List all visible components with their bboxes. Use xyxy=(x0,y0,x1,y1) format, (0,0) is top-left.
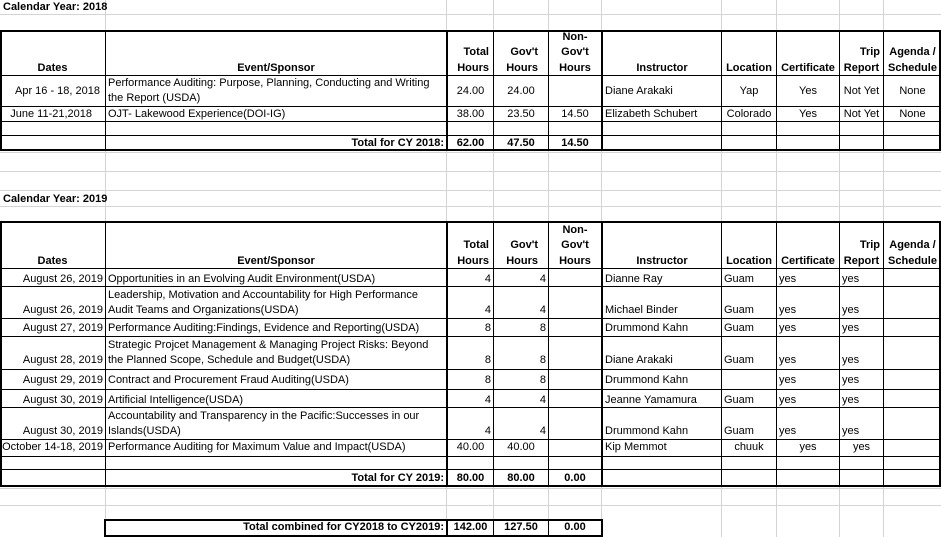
cell-total: 8 xyxy=(484,354,491,366)
cell-event: Leadership, Motivation and Accountability for High Performance Audit Teams and Organizations(USDA) xyxy=(108,289,419,316)
cell-total: 8 xyxy=(484,322,491,334)
cell-certificate: yes xyxy=(799,441,817,453)
header-instructor: Instructor xyxy=(636,255,688,267)
cell-agenda: None xyxy=(899,108,926,120)
header-nongov-1: Non- xyxy=(562,224,588,236)
cell-instructor: Jeanne Yamamura xyxy=(605,394,697,406)
cell-certificate: Yes xyxy=(799,85,817,97)
header-trip-2: Report xyxy=(843,62,880,74)
header-nongov-1: Non- xyxy=(562,31,588,43)
cell-instructor: Drummond Kahn xyxy=(605,425,689,437)
cell-event: Artificial Intelligence(USDA) xyxy=(108,394,244,406)
cell-certificate: yes xyxy=(779,425,797,437)
cell-trip: yes xyxy=(852,441,871,453)
header-trip-1: Trip xyxy=(859,239,880,251)
cell-total: 4 xyxy=(484,304,491,316)
total-gov-2018: 47.50 xyxy=(507,137,535,149)
combined-total-hours: 142.00 xyxy=(453,521,488,533)
cell-gov: 4 xyxy=(539,425,546,437)
cell-dates: August 26, 2019 xyxy=(22,273,103,285)
header-trip-1: Trip xyxy=(859,46,880,58)
header-nongov-2: Gov't xyxy=(561,239,589,251)
section-title-2019: Calendar Year: 2019 xyxy=(3,193,108,205)
cell-certificate: Yes xyxy=(799,108,817,120)
header-event: Event/Sponsor xyxy=(237,62,315,74)
cell-gov: 4 xyxy=(539,394,546,406)
cell-total: 38.00 xyxy=(456,108,485,120)
header-total-2: Hours xyxy=(457,62,489,74)
header-total-2: Hours xyxy=(457,255,489,267)
cell-dates: August 28, 2019 xyxy=(22,354,103,366)
combined-total-nongov: 0.00 xyxy=(564,521,586,533)
total-hours-2018: 62.00 xyxy=(456,137,485,149)
cell-dates: August 30, 2019 xyxy=(22,425,103,437)
cell-gov: 4 xyxy=(539,304,546,316)
cell-total: 8 xyxy=(484,374,491,386)
total-hours-2019: 80.00 xyxy=(456,472,485,484)
cell-gov: 23.50 xyxy=(507,108,535,120)
cell-instructor: Drummond Kahn xyxy=(605,374,689,386)
combined-total-gov: 127.50 xyxy=(504,521,538,533)
header-gov-2: Hours xyxy=(506,62,538,74)
header-location: Location xyxy=(726,62,772,74)
cell-certificate: yes xyxy=(779,394,797,406)
cell-location: Guam xyxy=(724,304,754,316)
cell-location: Guam xyxy=(724,425,754,437)
cell-event: Performance Auditing: Purpose, Planning, Conducting and Writing the Report (USDA) xyxy=(108,77,430,104)
cell-location: Guam xyxy=(724,394,754,406)
cell-dates: October 14-18, 2019 xyxy=(2,441,103,453)
total-label-2018: Total for CY 2018: xyxy=(351,137,444,149)
header-dates: Dates xyxy=(37,62,68,74)
cell-agenda: None xyxy=(899,85,926,97)
header-location: Location xyxy=(726,255,772,267)
cell-instructor: Kip Memmot xyxy=(605,441,667,453)
cell-gov: 8 xyxy=(539,374,546,386)
header-certificate: Certificate xyxy=(781,62,835,74)
cell-trip: yes xyxy=(842,354,860,366)
cell-dates: August 30, 2019 xyxy=(22,394,103,406)
cell-dates: August 29, 2019 xyxy=(22,374,103,386)
header-dates: Dates xyxy=(37,255,68,267)
header-gov-1: Gov't xyxy=(510,239,538,251)
cell-event: Performance Auditing:Findings, Evidence and Reporting(USDA) xyxy=(108,322,420,334)
header-total-1: Total xyxy=(463,239,489,251)
header-gov-1: Gov't xyxy=(510,46,538,58)
cell-dates: August 27, 2019 xyxy=(22,322,103,334)
cell-trip: Not Yet xyxy=(843,85,880,97)
cell-trip: yes xyxy=(842,374,860,386)
header-event: Event/Sponsor xyxy=(237,255,315,267)
header-agenda-2: Schedule xyxy=(888,255,937,267)
cell-trip: yes xyxy=(842,273,860,285)
header-nongov-2: Gov't xyxy=(561,46,589,58)
header-certificate: Certificate xyxy=(781,255,835,267)
cell-instructor: Diane Arakaki xyxy=(605,354,673,366)
cell-gov: 8 xyxy=(539,322,546,334)
cell-certificate: yes xyxy=(779,354,797,366)
cell-total: 4 xyxy=(484,425,491,437)
header-agenda-1: Agenda / xyxy=(889,46,936,58)
cell-certificate: yes xyxy=(779,374,797,386)
total-label-2019: Total for CY 2019: xyxy=(351,472,444,484)
cell-instructor: Michael Binder xyxy=(605,304,678,316)
total-nongov-2019: 0.00 xyxy=(564,472,586,484)
cell-certificate: yes xyxy=(779,304,797,316)
cell-total: 24.00 xyxy=(456,85,485,97)
cell-location: Guam xyxy=(724,322,754,334)
combined-label: Total combined for CY2018 to CY2019: xyxy=(243,521,444,533)
header-nongov-3: Hours xyxy=(559,62,591,74)
total-gov-2019: 80.00 xyxy=(507,472,535,484)
cell-dates: August 26, 2019 xyxy=(22,304,103,316)
cell-trip: Not Yet xyxy=(843,108,880,120)
cell-location: Guam xyxy=(724,354,754,366)
cell-total: 40.00 xyxy=(456,441,485,453)
total-nongov-2018: 14.50 xyxy=(561,137,589,149)
cell-trip: yes xyxy=(842,425,860,437)
cell-gov: 40.00 xyxy=(507,441,535,453)
section-title-2018: Calendar Year: 2018 xyxy=(3,1,108,13)
cell-instructor: Drummond Kahn xyxy=(605,322,689,334)
cell-event: Strategic Projcet Management & Managing Project Risks: Beyond the Planned Scope, Schedule and Budget(USDA) xyxy=(108,339,429,366)
cell-trip: yes xyxy=(842,322,860,334)
cell-event: Opportunities in an Evolving Audit Environment(USDA) xyxy=(108,273,376,285)
cell-gov: 4 xyxy=(539,273,546,285)
header-instructor: Instructor xyxy=(636,62,688,74)
cell-total: 4 xyxy=(484,394,491,406)
cell-event: Accountability and Transparency in the Pacific:Successes in our Islands(USDA) xyxy=(108,410,420,437)
cell-instructor: Elizabeth Schubert xyxy=(605,108,698,120)
cell-gov: 8 xyxy=(539,354,546,366)
header-nongov-3: Hours xyxy=(559,255,591,267)
cell-trip: yes xyxy=(842,394,860,406)
cell-location: Guam xyxy=(724,273,754,285)
cell-certificate: yes xyxy=(779,273,797,285)
cell-event: Performance Auditing for Maximum Value and Impact(USDA) xyxy=(108,441,406,453)
cell-dates: Apr 16 - 18, 2018 xyxy=(14,85,100,97)
cell-event: OJT- Lakewood Experience(DOI-IG) xyxy=(108,108,286,120)
cell-instructor: Dianne Ray xyxy=(605,273,663,285)
header-total-1: Total xyxy=(463,46,489,58)
cell-gov: 24.00 xyxy=(507,85,535,97)
header-agenda-2: Schedule xyxy=(888,62,937,74)
cell-dates: June 11-21,2018 xyxy=(10,108,92,120)
header-agenda-1: Agenda / xyxy=(889,239,936,251)
cell-instructor: Diane Arakaki xyxy=(605,85,673,97)
cell-location: Colorado xyxy=(726,108,772,120)
header-trip-2: Report xyxy=(843,255,880,267)
cell-location: Yap xyxy=(739,85,759,97)
cell-trip: yes xyxy=(842,304,860,316)
cell-location: chuuk xyxy=(734,441,764,453)
cell-certificate: yes xyxy=(779,322,797,334)
cell-event: Contract and Procurement Fraud Auditing(USDA) xyxy=(108,374,349,386)
cell-nongov: 14.50 xyxy=(561,108,589,120)
header-gov-2: Hours xyxy=(506,255,538,267)
cell-total: 4 xyxy=(484,273,491,285)
